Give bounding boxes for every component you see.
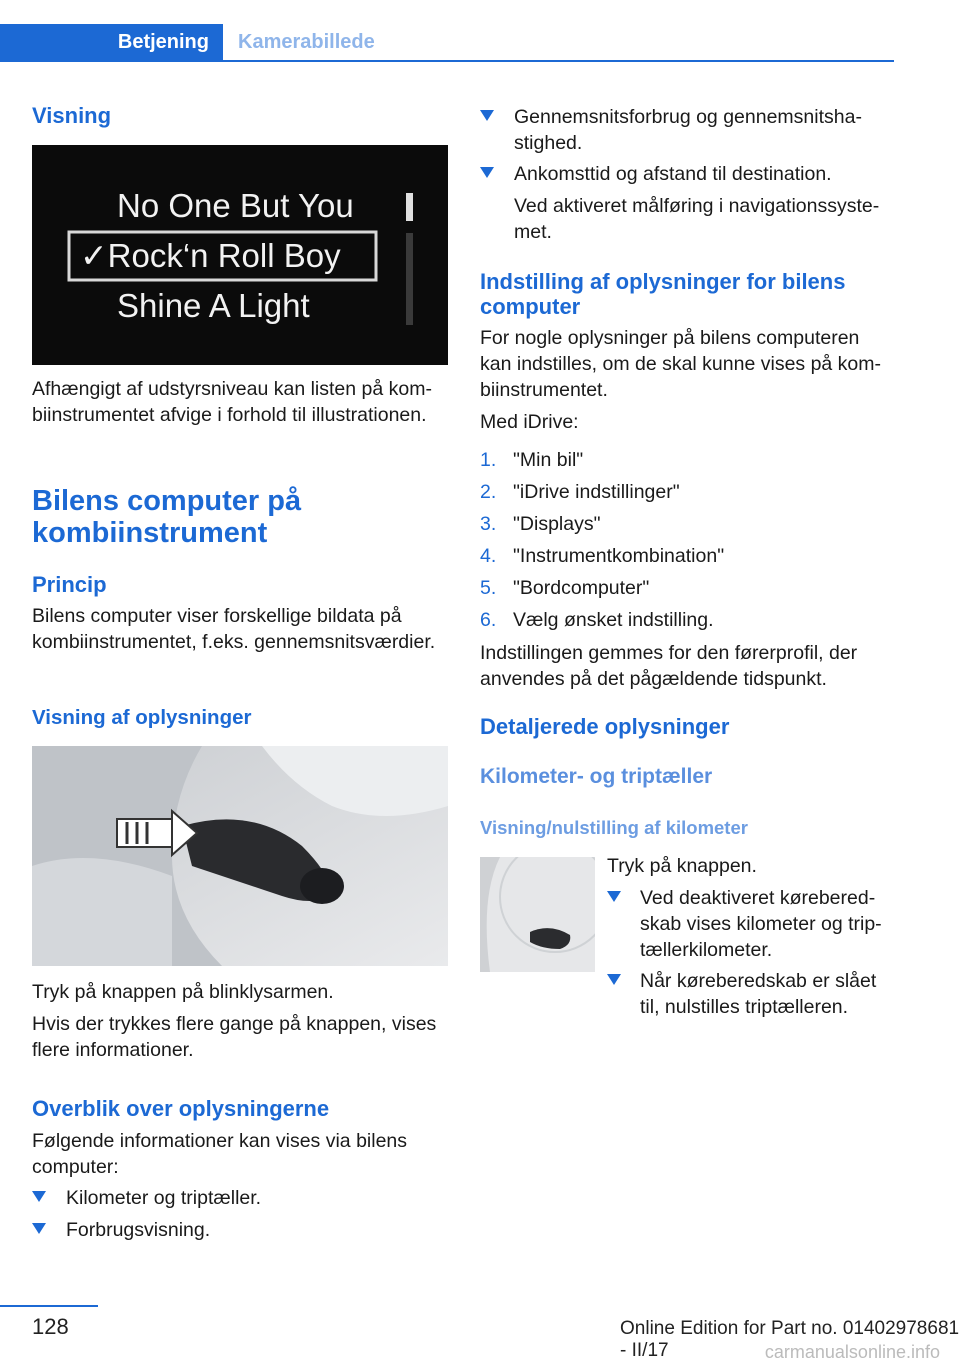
watermark-text: carmanualsonline.info [764, 1342, 940, 1362]
screen-item-2: ✓Rock‘n Roll Boy [80, 237, 341, 274]
para-hvis-flere: Hvis der trykkes flere gange på knappen, vises flere informationer. [32, 1013, 437, 1061]
para-tryk-blinklys: Tryk på knappen på blinklysarmen. [32, 981, 334, 1003]
para-princip: Bilens computer viser forskellige bildata på kombiinstrumentet, f.eks. gennemsnitsværdier. [32, 605, 436, 653]
list-item: Ved deaktiveret køreberedskab vises kilometer og triptællerkilometer. [607, 885, 897, 963]
list-item: Når køreberedskab er slået til, nulstilles triptælleren. [607, 968, 897, 1020]
list-item: Kilometer og triptæller. [32, 1185, 448, 1211]
display-image [32, 145, 448, 365]
list-item: Gennemsnitsforbrug og gennemsnitshastighed. [480, 104, 896, 156]
step-item: 3. "Displays" [480, 513, 601, 535]
heading-kilometer: Kilometer- og triptæller [480, 765, 713, 788]
para-tryk-knappen: Tryk på knappen. [607, 855, 757, 877]
triangle-bullet-icon [32, 1191, 46, 1202]
screen-item-1: No One But You [117, 187, 354, 224]
screen-item-3: Shine A Light [117, 287, 310, 324]
heading-indstilling: Indstilling af oplysninger for bilens computer [480, 269, 846, 319]
blinker-stalk-image [32, 746, 448, 966]
heading-overblik: Overblik over oplysningerne [32, 1096, 330, 1121]
list-item: Ankomsttid og afstand til destination. [480, 161, 896, 187]
playlist-screen-illustration [32, 145, 448, 365]
para-gemmes: Indstillingen gemmes for den førerprofil, der anvendes på det pågældende tidspunkt. [480, 642, 858, 690]
scrollbar-track [406, 233, 413, 325]
triangle-bullet-icon [480, 110, 494, 121]
heading-visning-nulstilling: Visning/nulstilling af kilometer [480, 817, 748, 838]
step-item: 4. "Instrumentkombination" [480, 545, 725, 567]
step-item: 6. Vælg ønsket indstilling. [480, 609, 714, 631]
list-item: Forbrugsvisning. [32, 1217, 448, 1243]
sub-note-maalforing: Ved aktiveret målføring i navigationssystemet. [514, 195, 880, 243]
para-folgende: Følgende informationer kan vises via bilens computer: [32, 1130, 408, 1178]
tab-betjening[interactable]: Betjening [0, 24, 223, 60]
edition-text: Online Edition for Part no. 01402978681 - II/17 [620, 1318, 960, 1361]
triangle-bullet-icon [607, 891, 621, 902]
triangle-bullet-icon [607, 974, 621, 985]
tab-kamerabillede[interactable]: Kamerabillede [238, 31, 375, 53]
chapter-header [0, 24, 894, 62]
page-number: 128 [32, 1314, 69, 1339]
step-item: 1. "Min bil" [480, 449, 584, 471]
para-afhaengigt: Afhængigt af udstyrsniveau kan listen på kombiinstrumentet afvige i forhold til illustrationen. [32, 378, 432, 426]
scrollbar-thumb [406, 193, 413, 221]
blinker-stalk-illustration [32, 746, 448, 966]
heading-princip: Princip [32, 572, 107, 597]
heading-detaljerede: Detaljerede oplysninger [480, 714, 730, 739]
para-for-nogle: For nogle oplysninger på bilens computeren kan indstilles, om de skal kunne vises på kombiinstrumentet. [480, 327, 882, 401]
triangle-bullet-icon [480, 167, 494, 178]
km-button-image [480, 857, 595, 972]
para-med-idrive: Med iDrive: [480, 411, 579, 433]
heading-bilens-computer: Bilens computer på kombiinstrument [32, 485, 302, 549]
step-item: 5. "Bordcomputer" [480, 577, 650, 599]
heading-visning: Visning [32, 103, 112, 128]
footer-rule [0, 1305, 98, 1307]
km-button-illustration [480, 857, 595, 972]
header-rule [0, 60, 894, 62]
step-item: 2. "iDrive indstillinger" [480, 481, 680, 503]
triangle-bullet-icon [32, 1223, 46, 1234]
heading-visning-oplysninger: Visning af oplysninger [32, 706, 252, 729]
